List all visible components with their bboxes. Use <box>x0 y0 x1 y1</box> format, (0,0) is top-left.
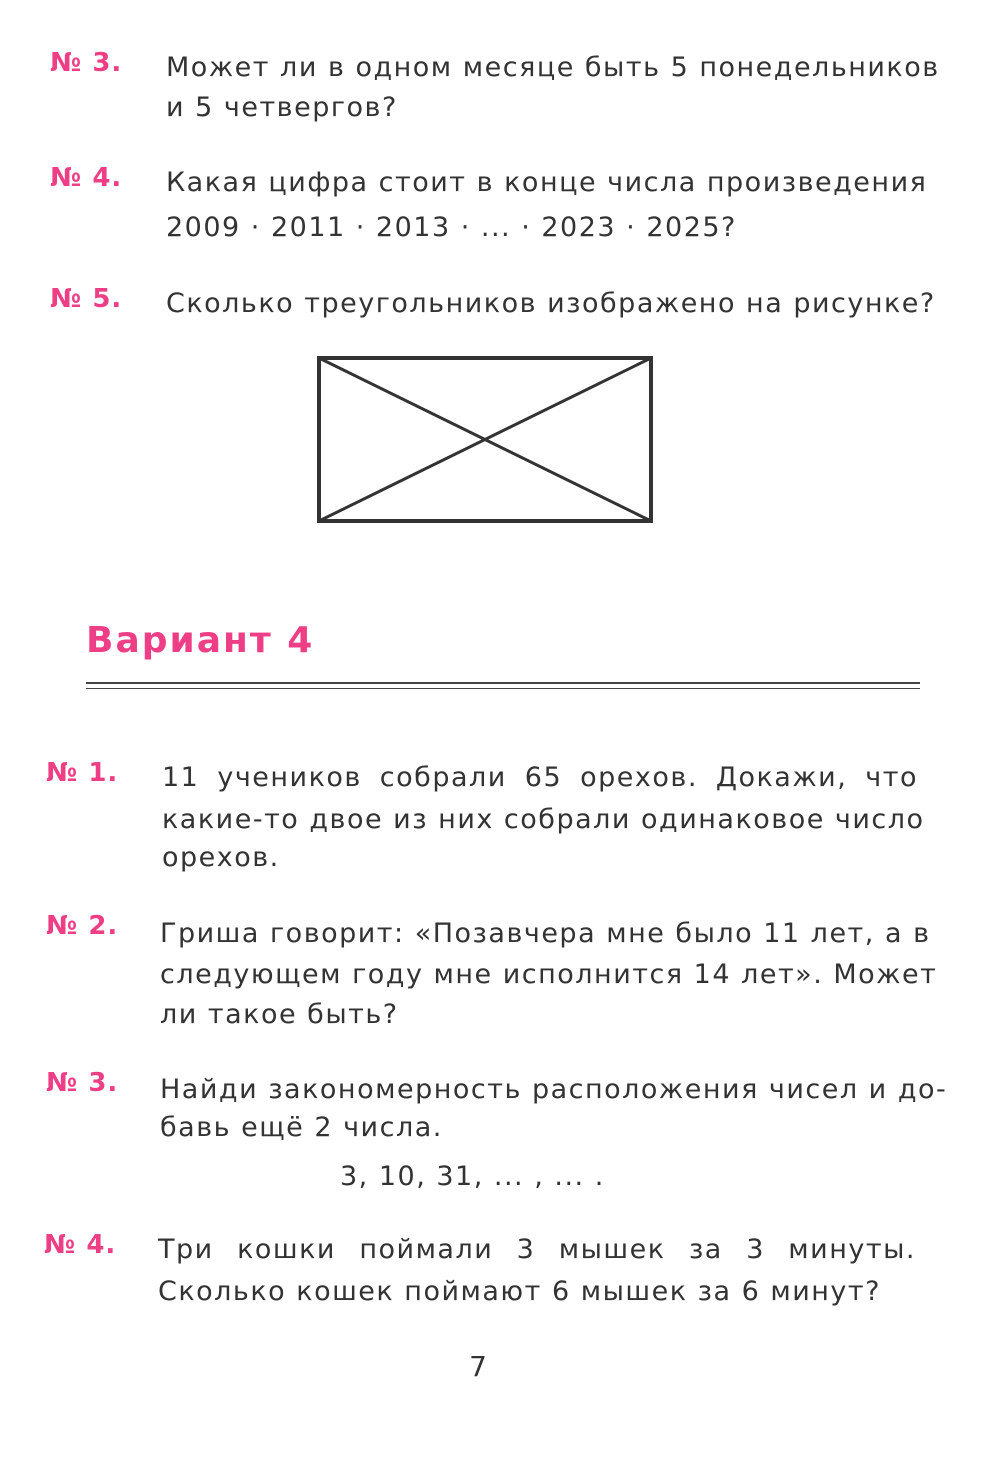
problem-text-line: орехов. <box>162 842 280 873</box>
problem-number: № 3. <box>46 1068 119 1098</box>
problem-text-line: Три кошки поймали 3 мышек за 3 минуты. <box>158 1234 916 1265</box>
heading-rule <box>86 688 920 689</box>
number-sequence: 3, 10, 31, ... , ... . <box>340 1161 605 1192</box>
problem-text-line: Найди закономерность расположения чисел и до- <box>160 1074 948 1105</box>
problem-text-line: Какая цифра стоит в конце числа произведения <box>166 167 928 198</box>
problem-text-line: следующем году мне исполнится 14 лет». Может <box>160 959 938 990</box>
problem-text-line: бавь ещё 2 числа. <box>160 1112 443 1143</box>
problem-number: № 1. <box>46 758 119 788</box>
problem-text-line: какие-то двое из них собрали одинаковое число <box>162 804 925 835</box>
page-number: 7 <box>469 1350 487 1383</box>
problem-text-line: Сколько треугольников изображено на рисунке? <box>166 288 936 319</box>
variant-title: Вариант 4 <box>86 620 315 661</box>
heading-rule <box>86 682 920 684</box>
problem-text-line: 2009 · 2011 · 2013 · ... · 2023 · 2025? <box>166 212 737 243</box>
problem-number: № 3. <box>50 48 123 78</box>
problem-text-line: и 5 четвергов? <box>166 92 398 123</box>
problem-text-line: ли такое быть? <box>160 999 399 1030</box>
problem-number: № 5. <box>50 284 123 314</box>
problem-text-line: 11 учеников собрали 65 орехов. Докажи, что <box>162 762 918 793</box>
problem-number: № 4. <box>50 163 123 193</box>
problem-number: № 4. <box>44 1230 117 1260</box>
rectangle-with-diagonals-figure <box>316 355 654 527</box>
problem-number: № 2. <box>46 911 119 941</box>
problem-text-line: Сколько кошек поймают 6 мышек за 6 минут? <box>158 1276 881 1307</box>
problem-text-line: Может ли в одном месяце быть 5 понедельников <box>166 52 940 83</box>
problem-text-line: Гриша говорит: «Позавчера мне было 11 лет, а в <box>160 918 931 949</box>
